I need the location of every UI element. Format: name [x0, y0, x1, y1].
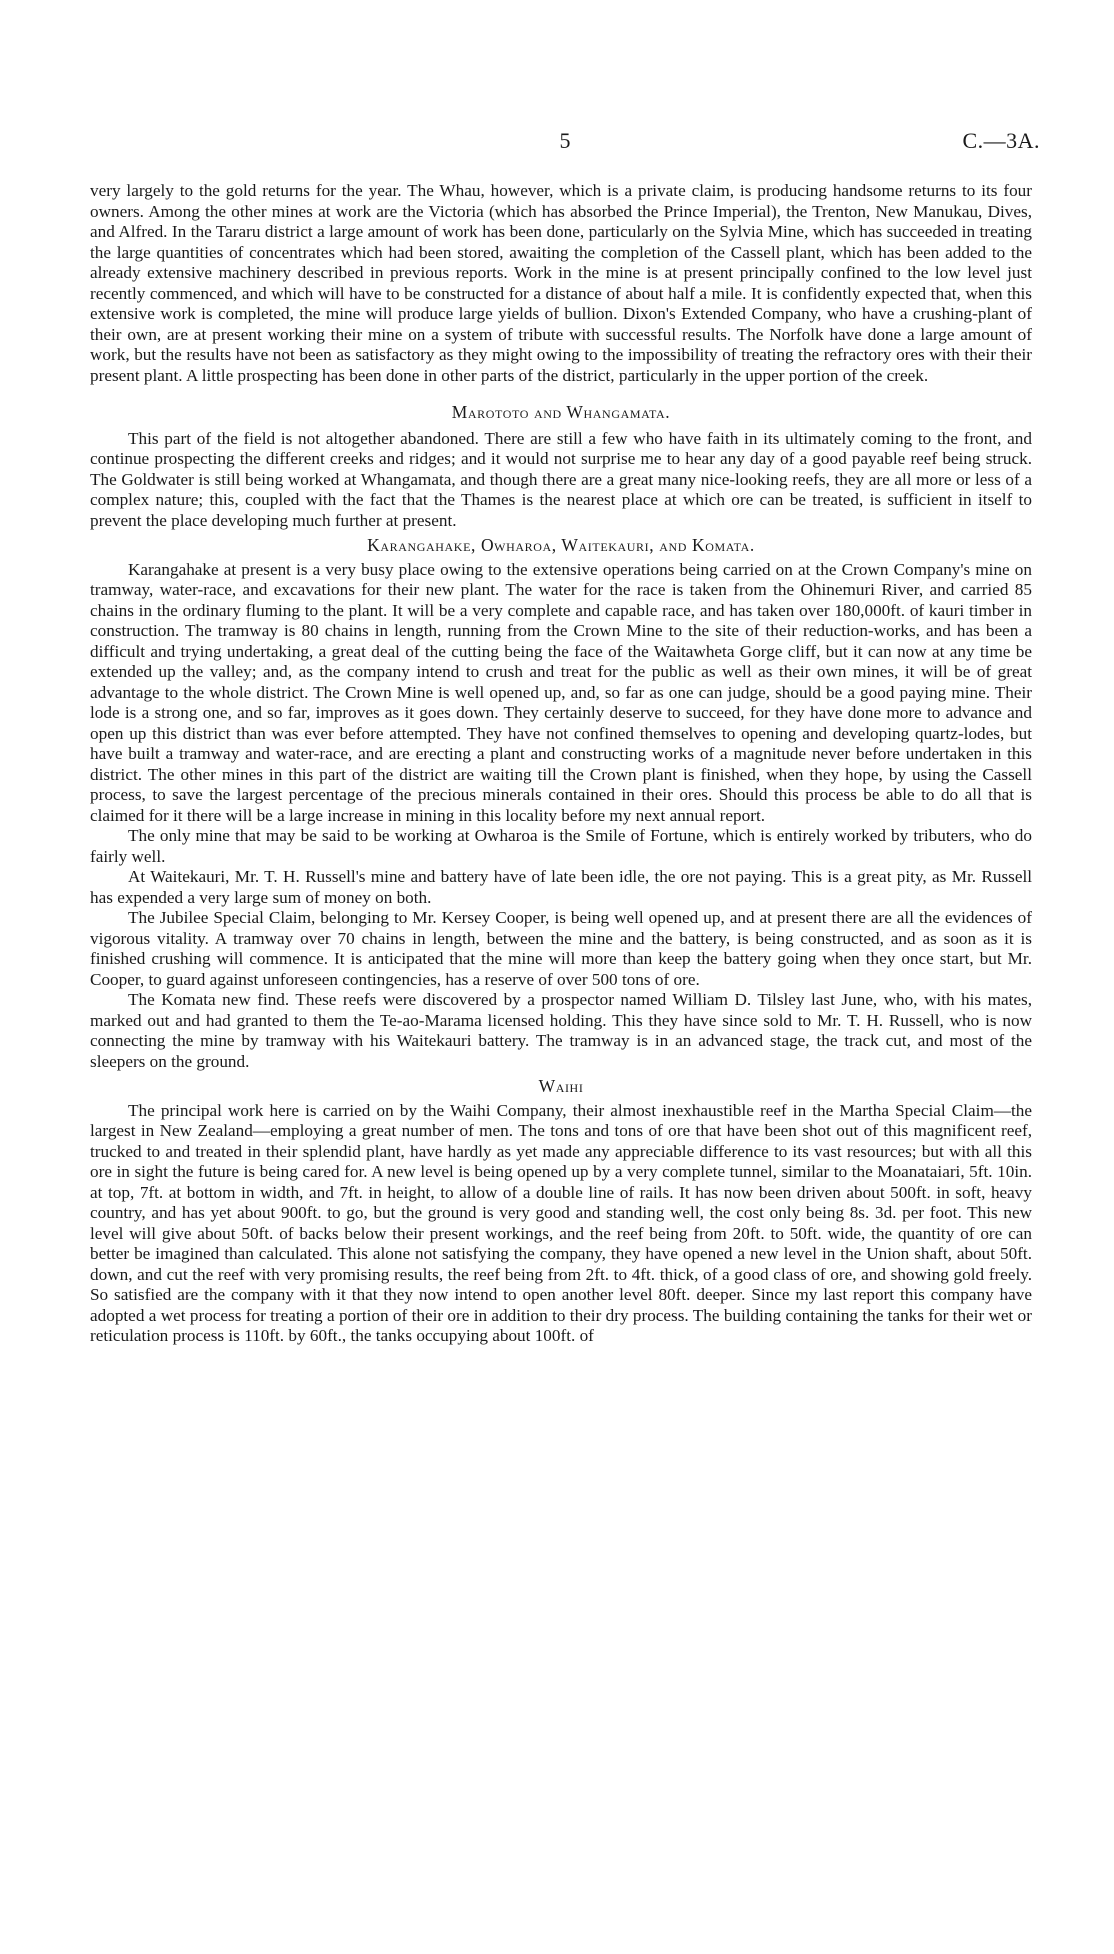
- page-number: 5: [559, 128, 571, 153]
- paragraph: The Komata new find. These reefs were discovered by a prospector named William D. Tilsley last June, who, with his mates, marked out and had granted to them the Te-ao-Marama licensed holding. This they have since sold to Mr. T. H. Russell, who is now connecting the mine by tramway with his Waitekauri battery. The tramway is in an advanced stage, the track cut, and most of the sleepers on the ground.: [90, 990, 1032, 1071]
- page-header: [90, 128, 1040, 158]
- paragraph: This part of the field is not altogether abandoned. There are still a few who have faith in its ultimately coming to the front, and continue prospecting the different creeks and ridges; and it would not surprise me to hear any day of a good payable reef being struck. The Goldwater is still being worked at Whangamata, and though there are a great many nice-looking reefs, they are all more or less of a complex nature; this, coupled with the fact that the Thames is the nearest place at which ore can be treated, is sufficient in itself to prevent the place developing much further at present.: [90, 428, 1032, 530]
- paragraph: The Jubilee Special Claim, belonging to Mr. Kersey Cooper, is being well opened up, and at present there are all the evidences of vigorous vitality. A tramway over 70 chains in length, between the mine and the battery, is being constructed, and as soon as it is finished crushing will commence. It is anticipated that the mine will more than keep the battery going when they once start, but Mr. Cooper, to guard against unforeseen contingencies, has a reserve of over 500 tons of ore.: [90, 908, 1032, 989]
- document-reference: C.—3A.: [962, 128, 1040, 153]
- section-heading-waihi: Waihi: [538, 1076, 584, 1096]
- section-heading-marototo: Marototo and Whangamata.: [451, 402, 671, 422]
- paragraph: Karangahake at present is a very busy place owing to the extensive operations being carried on at the Crown Company's mine on tramway, water-race, and excavations for their new plant. The water for the race is taken from the Ohinemuri River, and carried 85 chains in the ordinary fluming to the plant. It will be a very complete and capable race, and has taken over 180,000ft. of kauri timber in construction. The tramway is 80 chains in length, running from the Crown Mine to the site of their reduction-works, and has been a difficult and trying undertaking, a great deal of the cutting being the face of the Waitawheta Gorge cliff, but it can now at any time be extended up the valley; and, as the company intend to crush and treat for the public as well as their own mines, it will be of great advantage to the whole district. The Crown Mine is well opened up, and, so far as one can judge, should be a good paying mine. Their lode is a strong one, and so far, improves as it goes down. They certainly deserve to succeed, for they have done more to advance and open up this district than was ever before attempted. They have not confined themselves to opening and developing quartz-lodes, but have built a tramway and water-race, and are erecting a plant and constructing works of a magnitude never before undertaken in this district. The other mines in this part of the district are waiting till the Crown plant is finished, when they hope, by using the Cassell process, to save the largest percentage of the precious minerals contained in their ores. Should this process be able to do all that is claimed for it there will be a large increase in mining in this locality before my next annual report.: [90, 559, 1032, 825]
- paragraph: At Waitekauri, Mr. T. H. Russell's mine and battery have of late been idle, the ore not paying. This is a great pity, as Mr. Russell has expended a very large sum of money on both.: [90, 867, 1032, 907]
- document-body: [90, 181, 1032, 1347]
- paragraph: The principal work here is carried on by the Waihi Company, their almost inexhaustible reef in the Martha Special Claim—the largest in New Zealand—employing a great number of men. The tons and tons of ore that have been shot out of this magnificent reef, trucked to and treated in their splendid plant, have hardly as yet made any appreciable difference to its vast resources; but with all this ore in sight the future is being cared for. A new level is being opened up by a very complete tunnel, similar to the Moanataiari, 5ft. 10in. at top, 7ft. at bottom in width, and 7ft. in height, to allow of a double line of rails. It has now been driven about 500ft. in soft, heavy country, and has yet about 900ft. to go, but the ground is very good and standing well, the cost only being 8s. 3d. per foot. This new level will give about 50ft. of backs below their present workings, and the reef being from 20ft. to 50ft. wide, the quantity of ore can better be imagined than calculated. This alone not satisfying the company, they have opened a new level in the Union shaft, about 50ft. down, and cut the reef with very promising results, the reef being from 2ft. to 4ft. thick, of a good class of ore, and showing gold freely. So satisfied are the company with it that they now intend to open another level 80ft. deeper. Since my last report this company have adopted a wet process for treating a portion of their ore in addition to their dry process. The building containing the tanks for their wet or reticulation process is 110ft. by 60ft., the tanks occupying about 100ft. of: [90, 1100, 1032, 1345]
- paragraph-intro: very largely to the gold returns for the year. The Whau, however, which is a private claim, is producing handsome returns to its four owners. Among the other mines at work are the Victoria (which has absorbed the Prince Imperial), the Trenton, New Manukau, Dives, and Alfred. In the Tararu district a large amount of work has been done, particularly on the Sylvia Mine, which has succeeded in treating the large quantities of concentrates which had been stored, awaiting the completion of the Cassell plant, which has been added to the already extensive machinery described in previous reports. Work in the mine is at present principally confined to the low level just recently commenced, and which will have to be constructed for a distance of about half a mile. It is confidently expected that, when this extensive work is completed, the mine will produce large yields of bullion. Dixon's Extended Company, who have a crushing-plant of their own, are at present working their mine on a system of tribute with successful results. The Norfolk have done a large amount of work, but the results have not been as satisfactory as they might owing to the impossibility of treating the refractory ores with their their present plant. A little prospecting has been done in other parts of the district, particularly in the upper portion of the creek.: [90, 181, 1032, 385]
- paragraph: The only mine that may be said to be working at Owharoa is the Smile of Fortune, which is entirely worked by tributers, who do fairly well.: [90, 826, 1032, 866]
- section-heading-karangahake: Karangahake, Owharoa, Waitekauri, and Komata.: [367, 535, 755, 555]
